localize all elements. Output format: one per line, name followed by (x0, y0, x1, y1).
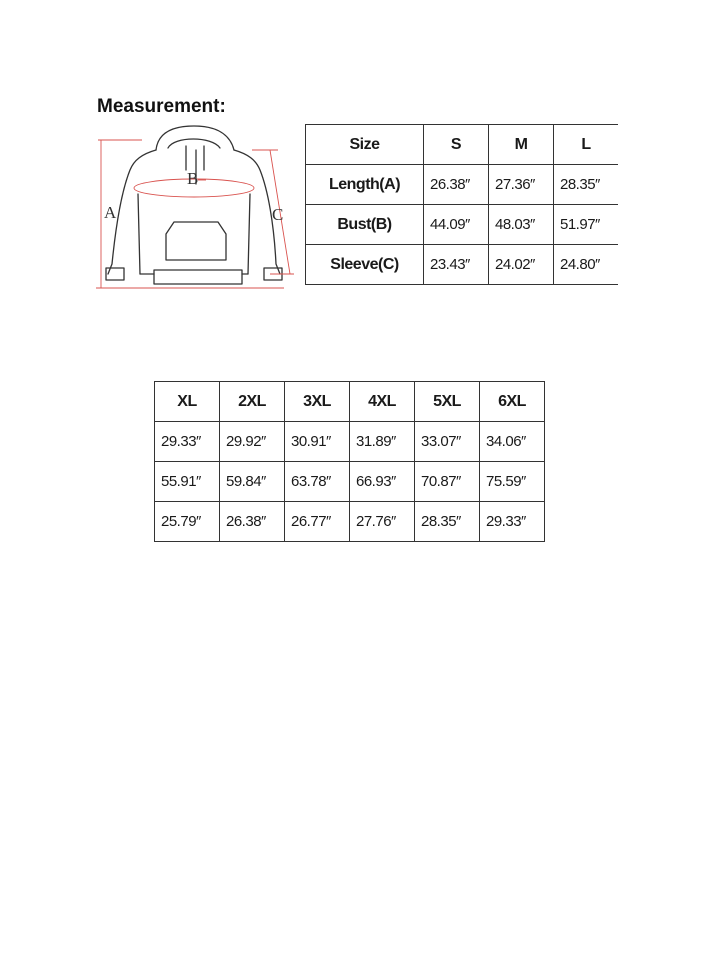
table-cell: 75.59″ (480, 462, 545, 502)
table-cell: 30.91″ (285, 422, 350, 462)
measurement-heading: Measurement: (97, 96, 226, 117)
table-cell: 55.91″ (155, 462, 220, 502)
table-cell: 63.78″ (285, 462, 350, 502)
header-cell-l: L (554, 125, 619, 165)
table-row (155, 502, 545, 542)
table-cell: 66.93″ (350, 462, 415, 502)
table-cell: 51.97″ (554, 205, 619, 245)
table-cell: 33.07″ (415, 422, 480, 462)
label-b: B (187, 169, 199, 188)
table-cell: 23.43″ (424, 245, 489, 285)
table-cell: 24.02″ (489, 245, 554, 285)
table-cell: 24.80″ (554, 245, 619, 285)
table-cell: 26.38″ (220, 502, 285, 542)
table-cell: 44.09″ (424, 205, 489, 245)
table-cell: 27.36″ (489, 165, 554, 205)
table-cell: 59.84″ (220, 462, 285, 502)
hoodie-diagram (94, 124, 304, 296)
table-row (155, 422, 545, 462)
table-cell: 48.03″ (489, 205, 554, 245)
table-cell: 26.38″ (424, 165, 489, 205)
table-header-row (306, 125, 619, 165)
header-cell-3xl: 3XL (285, 382, 350, 422)
table-header-row (155, 382, 545, 422)
table-cell: 27.76″ (350, 502, 415, 542)
header-cell-s: S (424, 125, 489, 165)
table-cell: 29.92″ (220, 422, 285, 462)
table-cell: 28.35″ (554, 165, 619, 205)
table-row (306, 165, 619, 205)
table-cell: 31.89″ (350, 422, 415, 462)
table-cell: 29.33″ (480, 502, 545, 542)
header-cell-5xl: 5XL (415, 382, 480, 422)
table-cell: 70.87″ (415, 462, 480, 502)
label-c: C (272, 205, 284, 224)
row-label-sleeve: Sleeve(C) (306, 245, 424, 285)
header-cell-m: M (489, 125, 554, 165)
size-table-s-to-l (305, 124, 618, 285)
table-cell: 25.79″ (155, 502, 220, 542)
header-cell-2xl: 2XL (220, 382, 285, 422)
row-label-bust: Bust(B) (306, 205, 424, 245)
header-cell-size: Size (306, 125, 424, 165)
header-cell-6xl: 6XL (480, 382, 545, 422)
table-row (306, 205, 619, 245)
table-cell: 29.33″ (155, 422, 220, 462)
header-cell-xl: XL (155, 382, 220, 422)
table-row (155, 462, 545, 502)
table-cell: 28.35″ (415, 502, 480, 542)
header-cell-4xl: 4XL (350, 382, 415, 422)
size-table-xl-to-6xl (154, 381, 545, 542)
table-cell: 34.06″ (480, 422, 545, 462)
label-a: A (104, 203, 117, 222)
table-row (306, 245, 619, 285)
table-cell: 26.77″ (285, 502, 350, 542)
row-label-length: Length(A) (306, 165, 424, 205)
